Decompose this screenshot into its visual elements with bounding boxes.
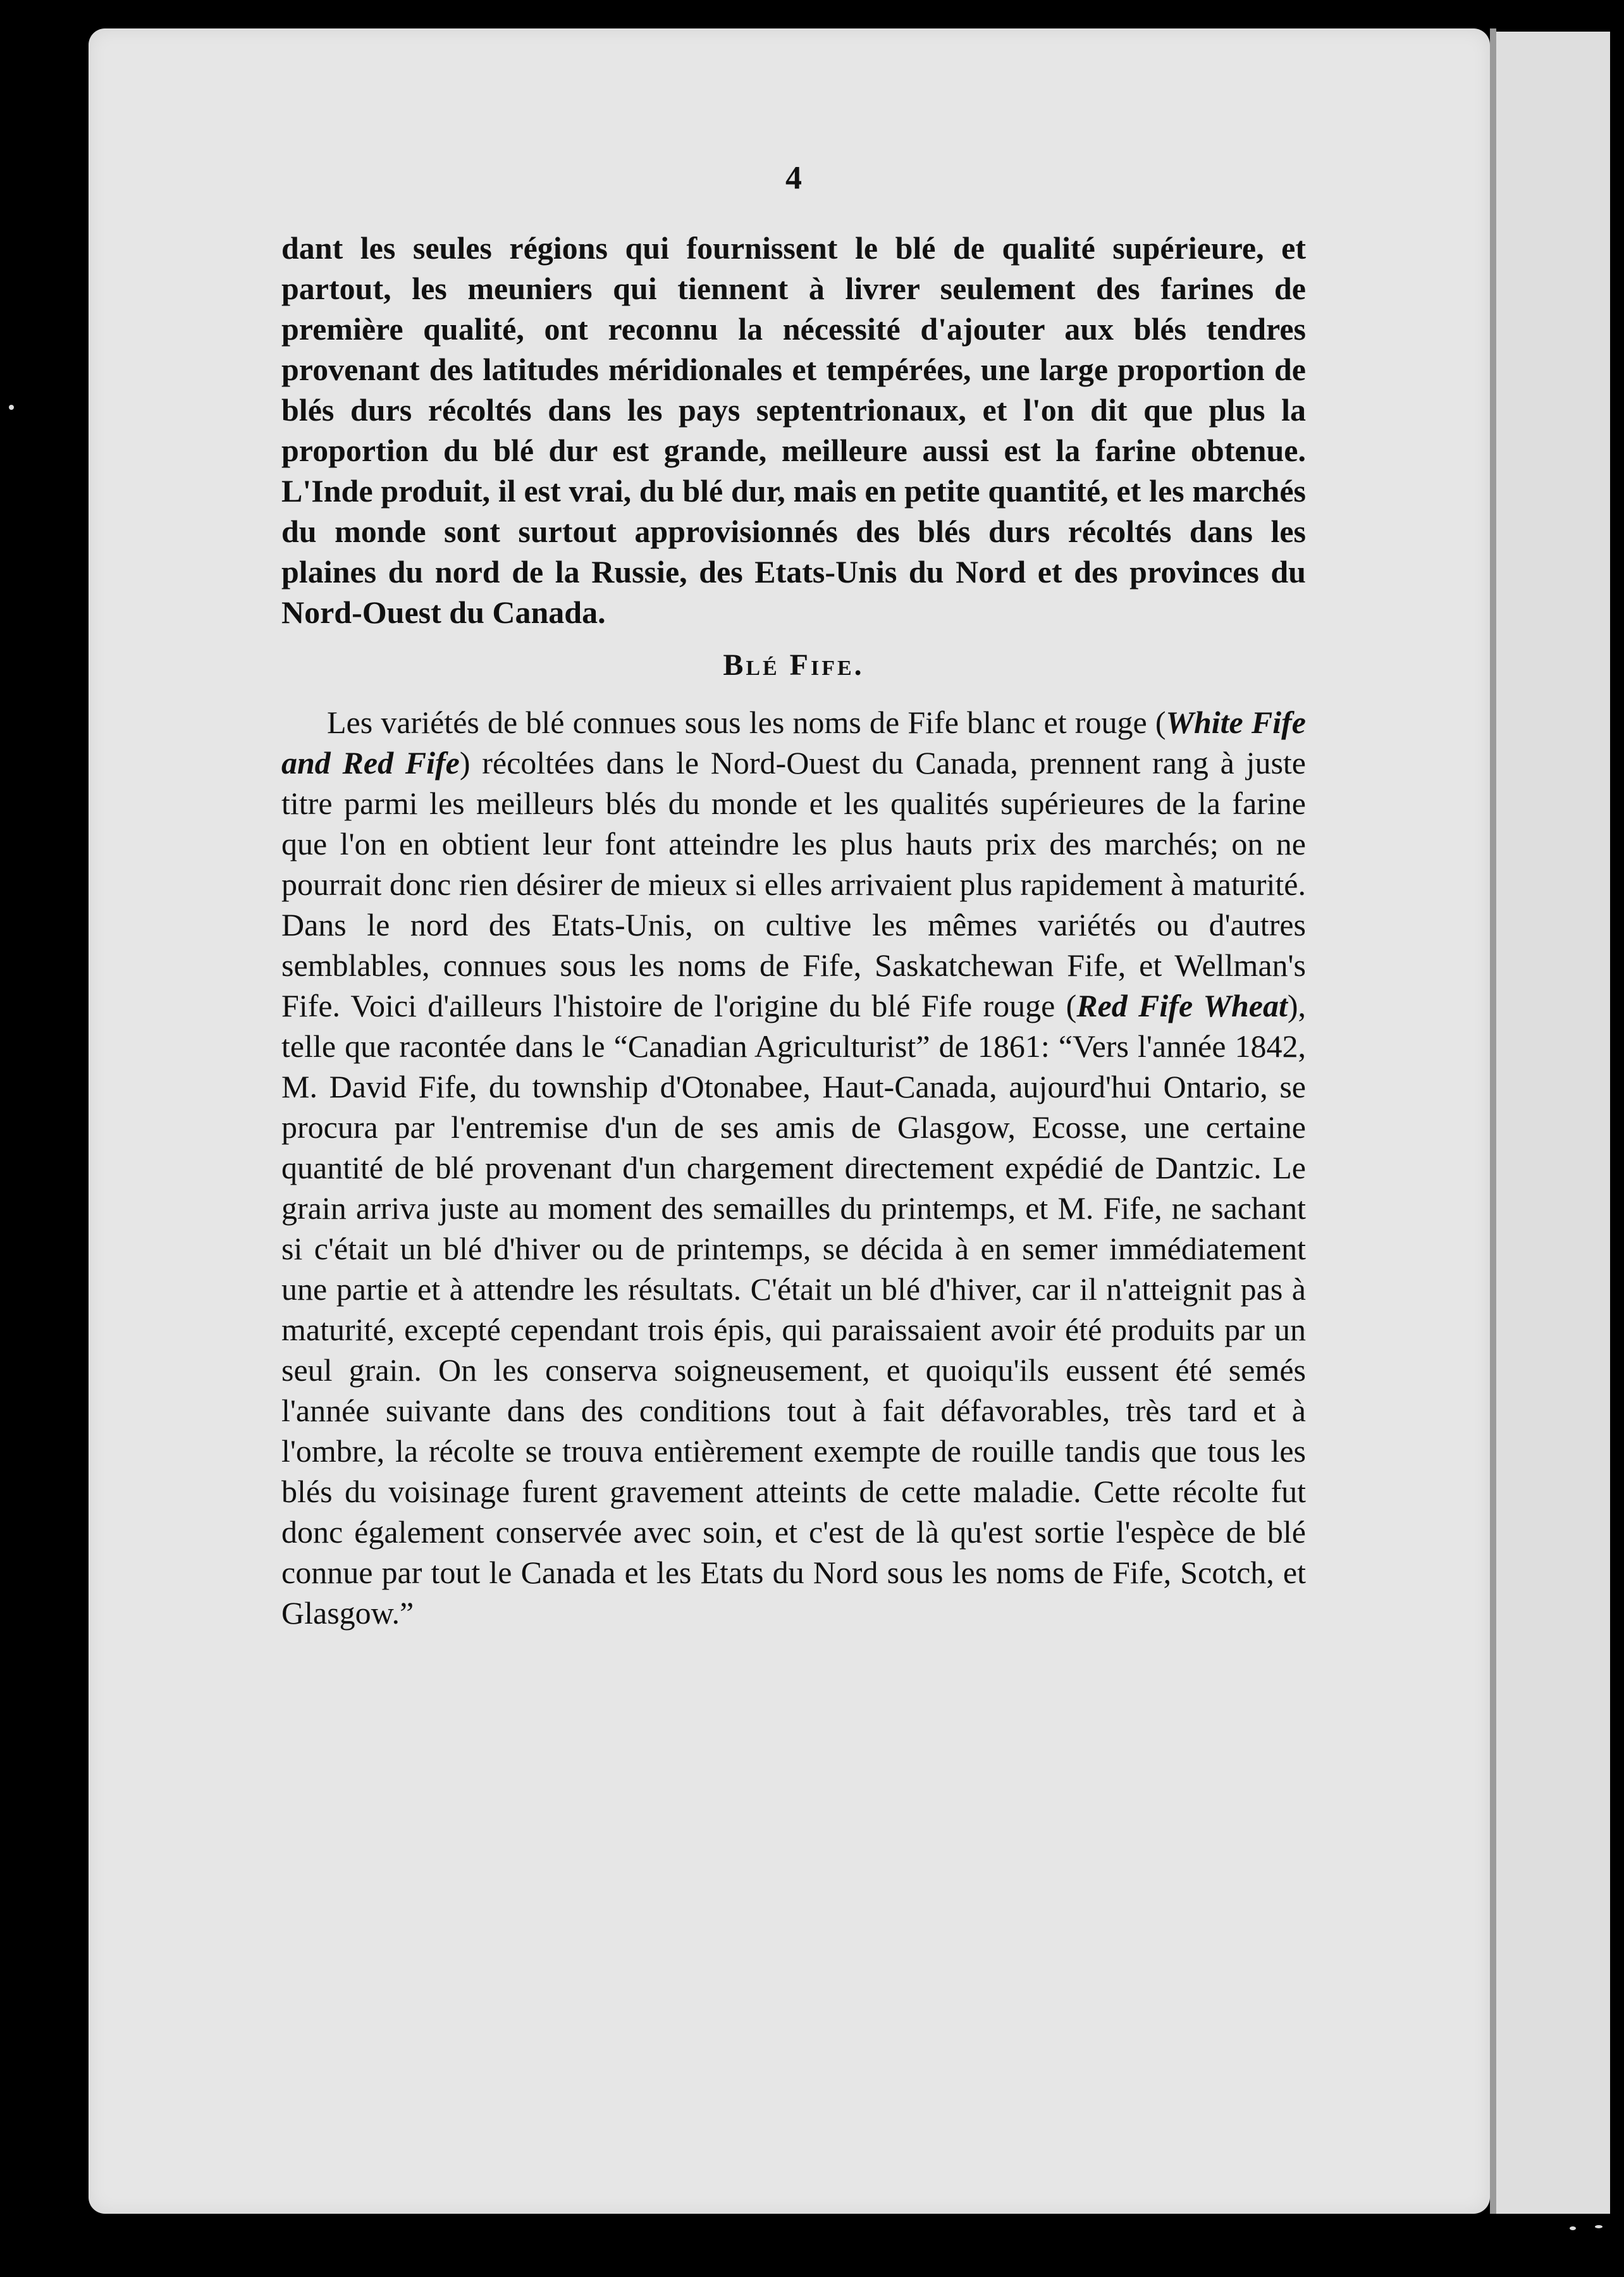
page-number: 4	[785, 160, 802, 196]
scan-speck	[1595, 2225, 1602, 2228]
scan-speck	[1570, 2226, 1576, 2230]
section-heading: Blé Fife.	[723, 648, 864, 682]
paragraph-text: ) récoltées dans le Nord-Ouest du Canada, prennent rang à juste titre parmi les meilleurs blés du monde et les qualités supérieures de la farine que l'on en obtient leur font atteindre les plus hauts prix des marchés; on ne pourrait donc rien désirer de mieux si elles arrivaient plus rapidement à maturité. Dans le nord des Etats-Unis, on cultive les mêmes variétés ou d'autres semblables, connues sous les noms de Fife, Saskatchewan Fife, et Wellman's Fife. Voici d'ailleurs l'histoire de l'origine du blé Fife rouge (	[281, 745, 1306, 1023]
italic-term: Red Fife Wheat	[1076, 988, 1288, 1023]
paragraph-text: Les variétés de blé connues sous les noms de Fife blanc et rouge (	[327, 705, 1166, 740]
paragraph-continued: dant les seules régions qui fournissent le blé de qualité supérieure, et partout, les meuniers qui tiennent à livrer seulement des farines de première qualité, ont reconnu la nécessité d'ajouter aux blés tendres provenant des latitudes méridionales et tempérées, une large proportion de blés durs récoltés dans les pays septentrionaux, et l'on dit que plus la proportion du blé dur est grande, meilleure aussi est la farine obtenue. L'Inde produit, il est vrai, du blé dur, mais en petite quantité, et les marchés du monde sont surtout approvisionnés des blés durs récoltés dans les plaines du nord de la Russie, des Etats-Unis du Nord et des provinces du Nord-Ouest du Canada.	[281, 230, 1306, 630]
scan-speck	[9, 405, 14, 410]
page-binding-shadow	[1490, 28, 1496, 2214]
italic-term: White Fife and Red Fife	[281, 705, 1306, 781]
adjacent-page-edge	[1496, 32, 1610, 2214]
paragraph-text: ), telle que racontée dans le “Canadian Agriculturist” de 1861: “Vers l'année 1842, M. David Fife, du township d'Otonabee, Haut-Canada, aujourd'hui Ontario, se procura par l'entremise d'un de ses amis de Glasgow, Ecosse, une certaine quantité de blé provenant d'un chargement directement expédié de Dantzic. Le grain arriva juste au moment des semailles du printemps, et M. Fife, ne sachant si c'était un blé d'hiver ou de printemps, se décida à en semer immédiatement une partie et à attendre les résultats. C'était un blé d'hiver, car il n'atteignit pas à maturité, excepté cependant trois épis, qui paraissaient avoir été produits par un seul grain. On les conserva soigneusement, et quoiqu'ils eussent été semés l'année suivante dans des conditions tout à fait défavorables, très tard et à l'ombre, la récolte se trouva entièrement exempte de rouille tandis que tous les blés du voisinage furent gravement atteints de cette maladie. Cette récolte fut donc également conservée avec soin, et c'est de là qu'est sortie l'espèce de blé connue par tout le Canada et les Etats du Nord sous les noms de Fife, Scotch, et Glasgow.”	[281, 988, 1306, 1631]
page-text	[281, 158, 1306, 1633]
paragraph-fife	[281, 702, 1306, 1633]
